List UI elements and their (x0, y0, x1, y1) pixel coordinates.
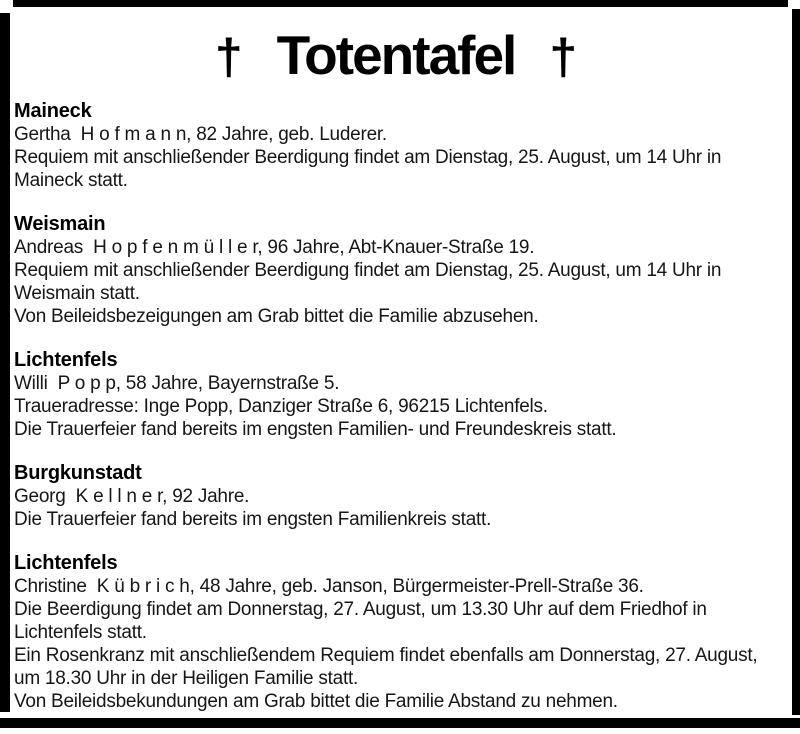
obituary-line: Andreas H o p f e n m ü l l e r, 96 Jahre, Abt-Knauer-Straße 19. (14, 237, 535, 258)
obituary-line: Willi P o p p, 58 Jahre, Bayernstraße 5. (14, 373, 340, 394)
obituary-sections (14, 100, 778, 713)
section-place-heading: Lichtenfels (14, 552, 118, 574)
frame-top-border (13, 0, 788, 7)
section-place-heading: Lichtenfels (14, 349, 118, 371)
obituary-line: um 18.30 Uhr in der Heiligen Familie statt. (14, 668, 359, 689)
obituary-line: Traueradresse: Inge Popp, Danziger Straße 6, 96215 Lichtenfels. (14, 396, 548, 417)
obituary-line: Die Trauerfeier fand bereits im engsten Familien- und Freundeskreis statt. (14, 419, 617, 440)
obituary-line: Weismain statt. (14, 283, 140, 304)
obituary-line: Von Beileidsbekundungen am Grab bittet die Familie Abstand zu nehmen. (14, 691, 618, 712)
obituary-line: Von Beileidsbezeigungen am Grab bittet die Familie abzusehen. (14, 306, 539, 327)
obituary-section (14, 462, 778, 531)
obituary-section (14, 552, 778, 713)
section-place-heading: Maineck (14, 100, 92, 122)
obituary-line: Maineck statt. (14, 170, 128, 191)
section-place-heading: Burgkunstadt (14, 462, 142, 484)
obituary-line: Die Beerdigung findet am Donnerstag, 27. August, um 13.30 Uhr auf dem Friedhof in (14, 599, 707, 620)
dagger-cross-left-icon: † (214, 29, 243, 85)
obituary-line: Die Trauerfeier fand bereits im engsten Familienkreis statt. (14, 509, 492, 530)
obituary-line: Requiem mit anschließender Beerdigung findet am Dienstag, 25. August, um 14 Uhr in (14, 260, 722, 281)
frame-left-border (0, 13, 10, 712)
obituary-line: Gertha H o f m a n n, 82 Jahre, geb. Luderer. (14, 124, 387, 145)
obituary-content (14, 7, 778, 734)
page-title (14, 23, 778, 87)
section-place-heading: Weismain (14, 213, 106, 235)
page-title-text: Totentafel (276, 23, 516, 86)
obituary-section (14, 213, 778, 328)
frame-right-border (792, 9, 800, 715)
obituary-line: Requiem mit anschließender Beerdigung findet am Dienstag, 25. August, um 14 Uhr in (14, 147, 722, 168)
obituary-section (14, 100, 778, 192)
obituary-line: Ein Rosenkranz mit anschließendem Requiem findet ebenfalls am Donnerstag, 27. August, (14, 645, 758, 666)
obituary-section (14, 349, 778, 441)
dagger-cross-right-icon: † (549, 29, 578, 85)
obituary-line: Lichtenfels statt. (14, 622, 147, 643)
obituary-line: Christine K ü b r i c h, 48 Jahre, geb. Janson, Bürgermeister-Prell-Straße 36. (14, 576, 644, 597)
obituary-line: Georg K e l l n e r, 92 Jahre. (14, 486, 250, 507)
